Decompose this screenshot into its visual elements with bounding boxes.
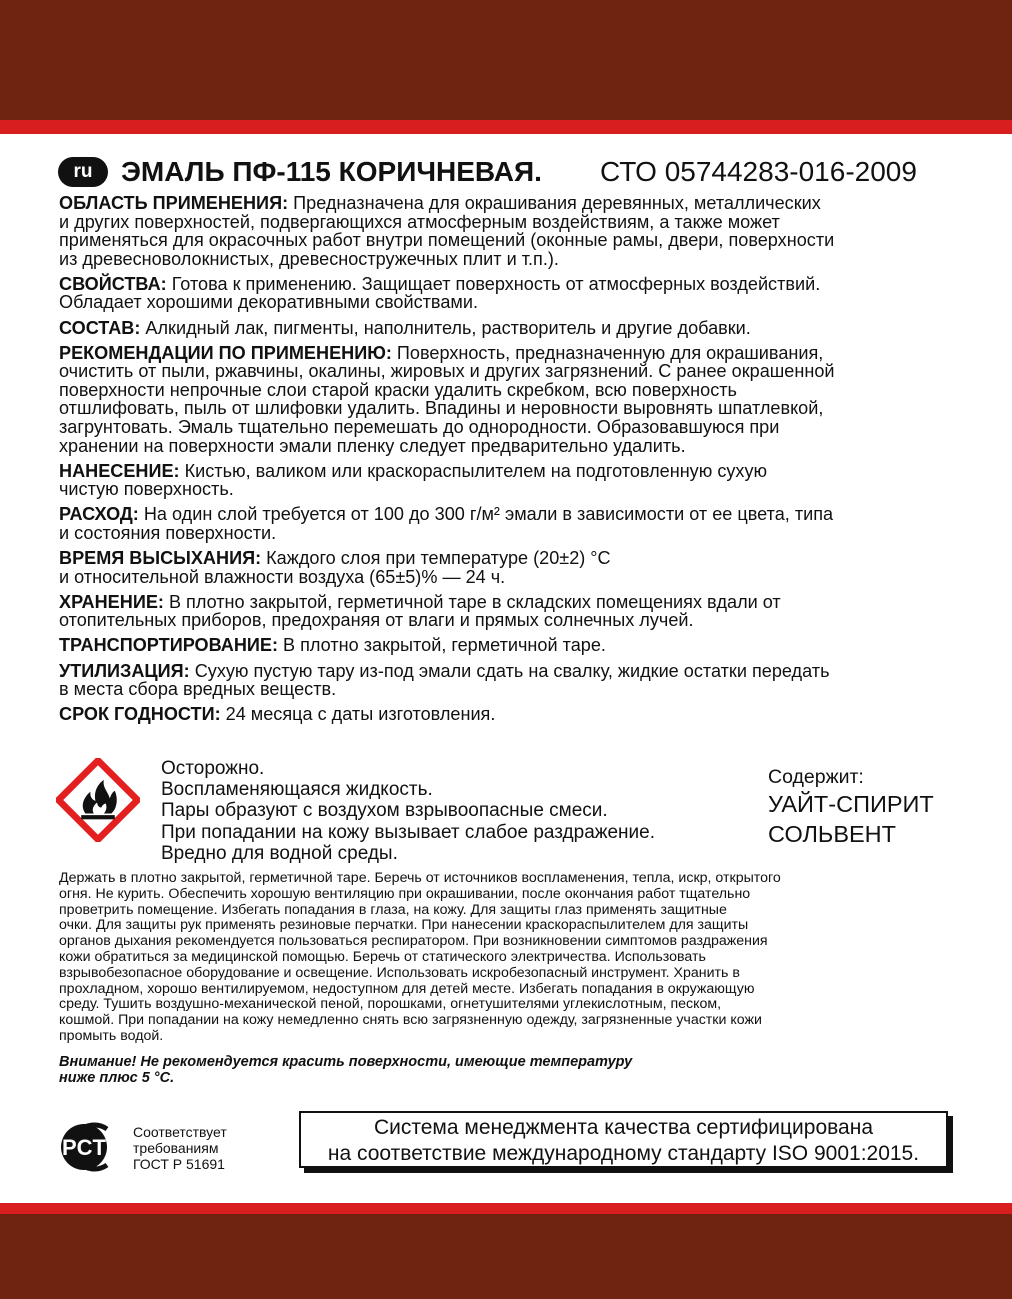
- iso-line: Система менеджмента качества сертифицирована: [373, 1116, 874, 1139]
- section-label: ОБЛАСТЬ ПРИМЕНЕНИЯ:: [59, 193, 289, 213]
- gost-line: требованиям: [133, 1140, 219, 1156]
- section-label: НАНЕСЕНИЕ:: [59, 460, 180, 481]
- hazard-statement: Вредно для водной среды.: [161, 842, 398, 864]
- bottom-red-stripe: [0, 1203, 1012, 1214]
- section-line: Каждого слоя при температуре (20±2) °С: [266, 548, 611, 569]
- product-description: [59, 194, 959, 730]
- hazard-statement: Пары образуют с воздухом взрывоопасные смеси.: [161, 800, 608, 822]
- section-consumption: [59, 505, 959, 542]
- section-line: Обладает хорошими декоративными свойствами.: [59, 292, 478, 313]
- section-line: из древесноволокнистых, древесностружечных плит и т.п.).: [59, 248, 559, 269]
- section-line: и состояния поверхности.: [59, 523, 277, 543]
- section-label: ВРЕМЯ ВЫСЫХАНИЯ:: [59, 548, 262, 569]
- section-shelf-life: [59, 705, 959, 724]
- section-label: СРОК ГОДНОСТИ:: [59, 704, 221, 725]
- language-badge: ru: [58, 157, 108, 187]
- section-label: СОСТАВ:: [59, 317, 141, 338]
- contains-item: СОЛЬВЕНТ: [768, 821, 896, 847]
- warning-line: промыть водой.: [59, 1027, 164, 1044]
- attention-line: Внимание! Не рекомендуется красить поверхности, имеющие температуру: [59, 1054, 633, 1070]
- section-line: В плотно закрытой, герметичной таре в складских помещениях вдали от: [168, 591, 781, 612]
- section-drying-time: [59, 549, 959, 586]
- section-transportation: [59, 636, 959, 655]
- section-line: очистить от пыли, ржавчины, окалины, жировых и других загрязнений. С ранее окрашенной: [59, 361, 835, 382]
- gost-compliance: [133, 1124, 227, 1172]
- contains-item: УАЙТ-СПИРИТ: [768, 791, 934, 817]
- warning-line: органов дыхания рекомендуется пользоваться респиратором. При возникновении симптомов раздражения: [59, 933, 768, 950]
- section-label: ТРАНСПОРТИРОВАНИЕ:: [59, 635, 278, 656]
- section-storage: [59, 593, 959, 630]
- warning-line: кожи обратиться за медицинской помощью. Беречь от статического электричества. Использовать: [59, 948, 706, 965]
- warning-line: среду. Тушить воздушно-механической пеной, порошками, огнетушителями углекислотным, песком,: [59, 996, 722, 1013]
- section-label: РАСХОД:: [59, 504, 139, 525]
- warning-line: взрывобезопасное оборудование и освещение. Использовать искробезопасный инструмент. Хранить в: [59, 964, 740, 981]
- section-application: [59, 194, 959, 268]
- section-disposal: [59, 662, 959, 699]
- hazard-statement: Воспламеняющаяся жидкость.: [161, 779, 433, 801]
- warning-line: кошмой. При попадании на кожу немедленно снять всю загрязненную одежду, загрязненные участки кожи: [59, 1012, 762, 1029]
- warning-line: огня. Не курить. Обеспечить хорошую вентиляцию при окрашивании, после окончания работ тщательно: [59, 885, 751, 902]
- warning-line: проветрить помещение. Избегать попадания в глаза, на кожу. Для защиты глаз применять защитные: [59, 901, 727, 918]
- iso-certification-box: [299, 1111, 948, 1168]
- pct-certification-logo: [59, 1122, 125, 1172]
- standard-number: СТО 05744283-016-2009: [600, 156, 917, 187]
- gost-line: ГОСТ Р 51691: [133, 1156, 225, 1172]
- section-line: и относительной влажности воздуха (65±5)% — 24 ч.: [59, 566, 506, 587]
- section-line: Кистью, валиком или краскораспылителем на подготовленную сухую: [184, 460, 768, 481]
- section-properties: [59, 275, 959, 312]
- section-label: ХРАНЕНИЕ:: [59, 591, 164, 612]
- section-line: 24 месяца с даты изготовления.: [225, 704, 496, 725]
- title-row: [58, 154, 958, 192]
- section-line: применяться для окрасочных работ внутри помещений (оконные рамы, двери, поверхности: [59, 230, 835, 251]
- bottom-brown-band: [0, 1214, 1012, 1299]
- section-label: УТИЛИЗАЦИЯ:: [59, 660, 190, 681]
- section-line: в места сбора вредных веществ.: [59, 679, 337, 700]
- contains-block: [768, 765, 988, 849]
- warning-line: Держать в плотно закрытой, герметичной таре. Беречь от источников воспламенения, тепла, искр, открытого: [59, 870, 781, 886]
- warning-line: прохладном, хорошо вентилируемом, недоступном для детей месте. Избегать попадания в окружающую: [59, 980, 755, 997]
- hazard-statement: При попадании на кожу вызывает слабое раздражение.: [161, 821, 655, 843]
- section-line: Готова к применению. Защищает поверхность от атмосферных воздействий.: [171, 273, 821, 294]
- hazard-statements: [161, 758, 751, 864]
- top-red-stripe: [0, 120, 1012, 134]
- flame-hazard-icon: [56, 758, 140, 842]
- section-line: загрунтовать. Эмаль тщательно перемешать до однородности. Образовавшуюся при: [59, 417, 780, 438]
- section-line: На один слой требуется от 100 до 300 г/м² эмали в зависимости от ее цвета, типа: [143, 504, 834, 525]
- section-line: чистую поверхность.: [59, 479, 234, 500]
- section-line: хранении на поверхности эмали пленку следует предварительно удалить.: [59, 435, 686, 456]
- section-line: Предназначена для окрашивания деревянных, металлических: [293, 193, 821, 213]
- product-title: ЭМАЛЬ ПФ-115 КОРИЧНЕВАЯ.: [121, 156, 542, 187]
- top-brown-band: [0, 0, 1012, 120]
- section-recommendations: [59, 344, 959, 456]
- safety-warnings: [59, 871, 959, 1045]
- section-line: и других поверхностей, подвергающихся атмосферным воздействиям, а также может: [59, 211, 780, 232]
- section-label: РЕКОМЕНДАЦИИ ПО ПРИМЕНЕНИЮ:: [59, 342, 392, 363]
- section-application-method: [59, 462, 959, 499]
- contains-label: Содержит:: [768, 766, 864, 788]
- section-label: СВОЙСТВА:: [59, 273, 167, 294]
- section-line: Сухую пустую тару из-под эмали сдать на свалку, жидкие остатки передать: [194, 660, 830, 681]
- section-composition: [59, 319, 959, 338]
- warning-line: очки. Для защиты рук применять резиновые перчатки. При нанесении краскораспылителем для защиты: [59, 917, 749, 934]
- attention-note: [59, 1054, 959, 1086]
- section-line: В плотно закрытой, герметичной таре.: [283, 635, 606, 656]
- attention-line: ниже плюс 5 °С.: [59, 1070, 175, 1086]
- logo-letters: PCT: [62, 1135, 106, 1160]
- hazard-statement: Осторожно.: [161, 758, 265, 779]
- section-line: Алкидный лак, пигменты, наполнитель, растворитель и другие добавки.: [145, 317, 751, 338]
- section-line: отопительных приборов, предохраняя от влаги и прямых солнечных лучей.: [59, 610, 694, 631]
- section-line: поверхности непрочные слои старой краски удалить скребком, всю поверхность: [59, 379, 737, 400]
- section-line: Поверхность, предназначенную для окрашивания,: [396, 342, 824, 363]
- section-line: отшлифовать, пыль от шлифовки удалить. Впадины и неровности выровнять шпатлевкой,: [59, 398, 824, 419]
- iso-line: на соответствие международному стандарту ISO 9001:2015.: [327, 1142, 920, 1165]
- gost-line: Соответствует: [133, 1124, 227, 1140]
